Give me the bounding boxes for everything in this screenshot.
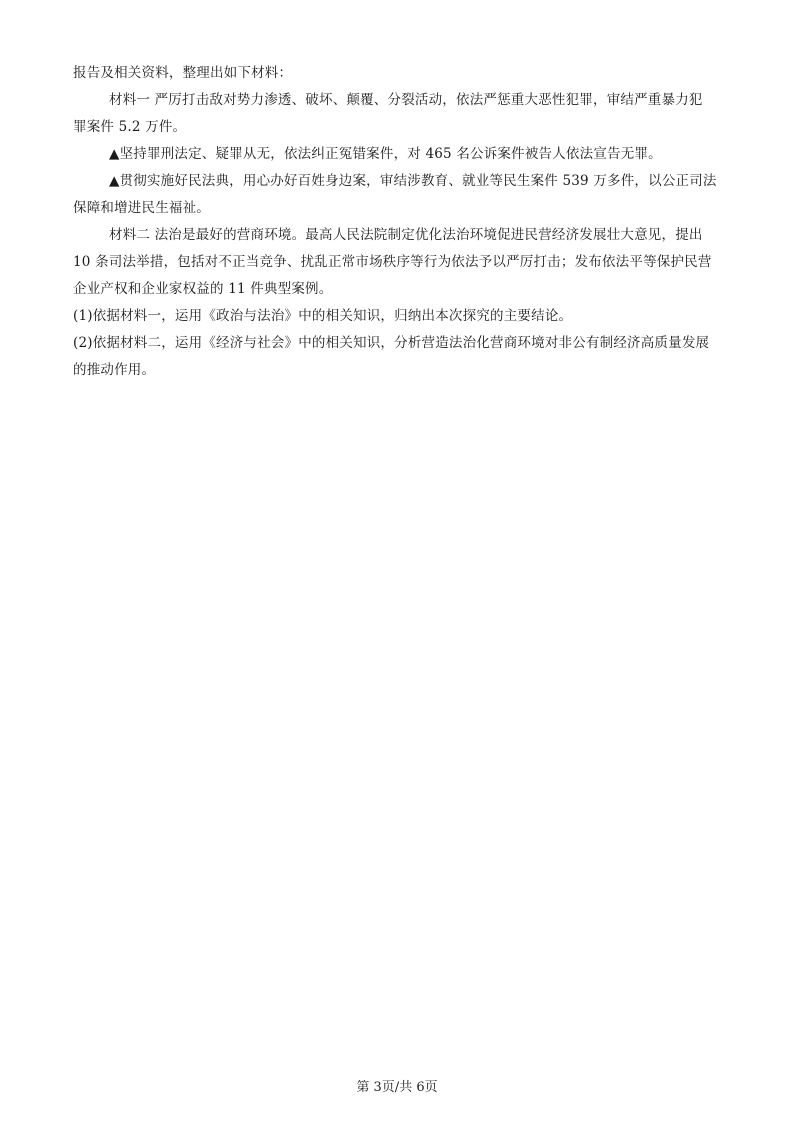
text-line: 保障和增进民生福祉。 xyxy=(73,200,210,216)
document-body xyxy=(73,60,723,384)
text-line: 罪案件 5.2 万件。 xyxy=(73,119,187,135)
text-line: ▲贯彻实施好民法典，用心办好百姓身边案，审结涉教育、就业等民生案件 539 万多件，以公正司法 xyxy=(109,173,717,189)
text-line: 材料一 严厉打击敌对势力渗透、破坏、颠覆、分裂活动，依法严惩重大恶性犯罪，审结严重暴力犯 xyxy=(109,92,703,108)
question-2: (2)依据材料二，运用《经济与社会》中的相关知识，分析营造法治化营商环境对非公有制经济高质量发展 xyxy=(73,335,710,351)
text-line: 材料二 法治是最好的营商环境。最高人民法院制定优化法治环境促进民营经济发展壮大意见，提出 xyxy=(109,227,703,243)
page-number: 第 3页/共 6页 xyxy=(356,1080,438,1095)
text-line: ▲坚持罪刑法定、疑罪从无，依法纠正冤错案件，对 465 名公诉案件被告人依法宣告无罪。 xyxy=(109,146,662,162)
text-line: 报告及相关资料，整理出如下材料： xyxy=(73,65,293,81)
text-line: 10 条司法举措，包括对不正当竞争、扰乱正常市场秩序等行为依法予以严厉打击；发布依法平等保护民营 xyxy=(73,254,712,270)
question-2-continued: 的推动作用。 xyxy=(73,362,156,378)
question-1: (1)依据材料一，运用《政治与法治》中的相关知识，归纳出本次探究的主要结论。 xyxy=(73,308,573,324)
text-line: 企业产权和企业家权益的 11 件典型案例。 xyxy=(73,281,333,297)
